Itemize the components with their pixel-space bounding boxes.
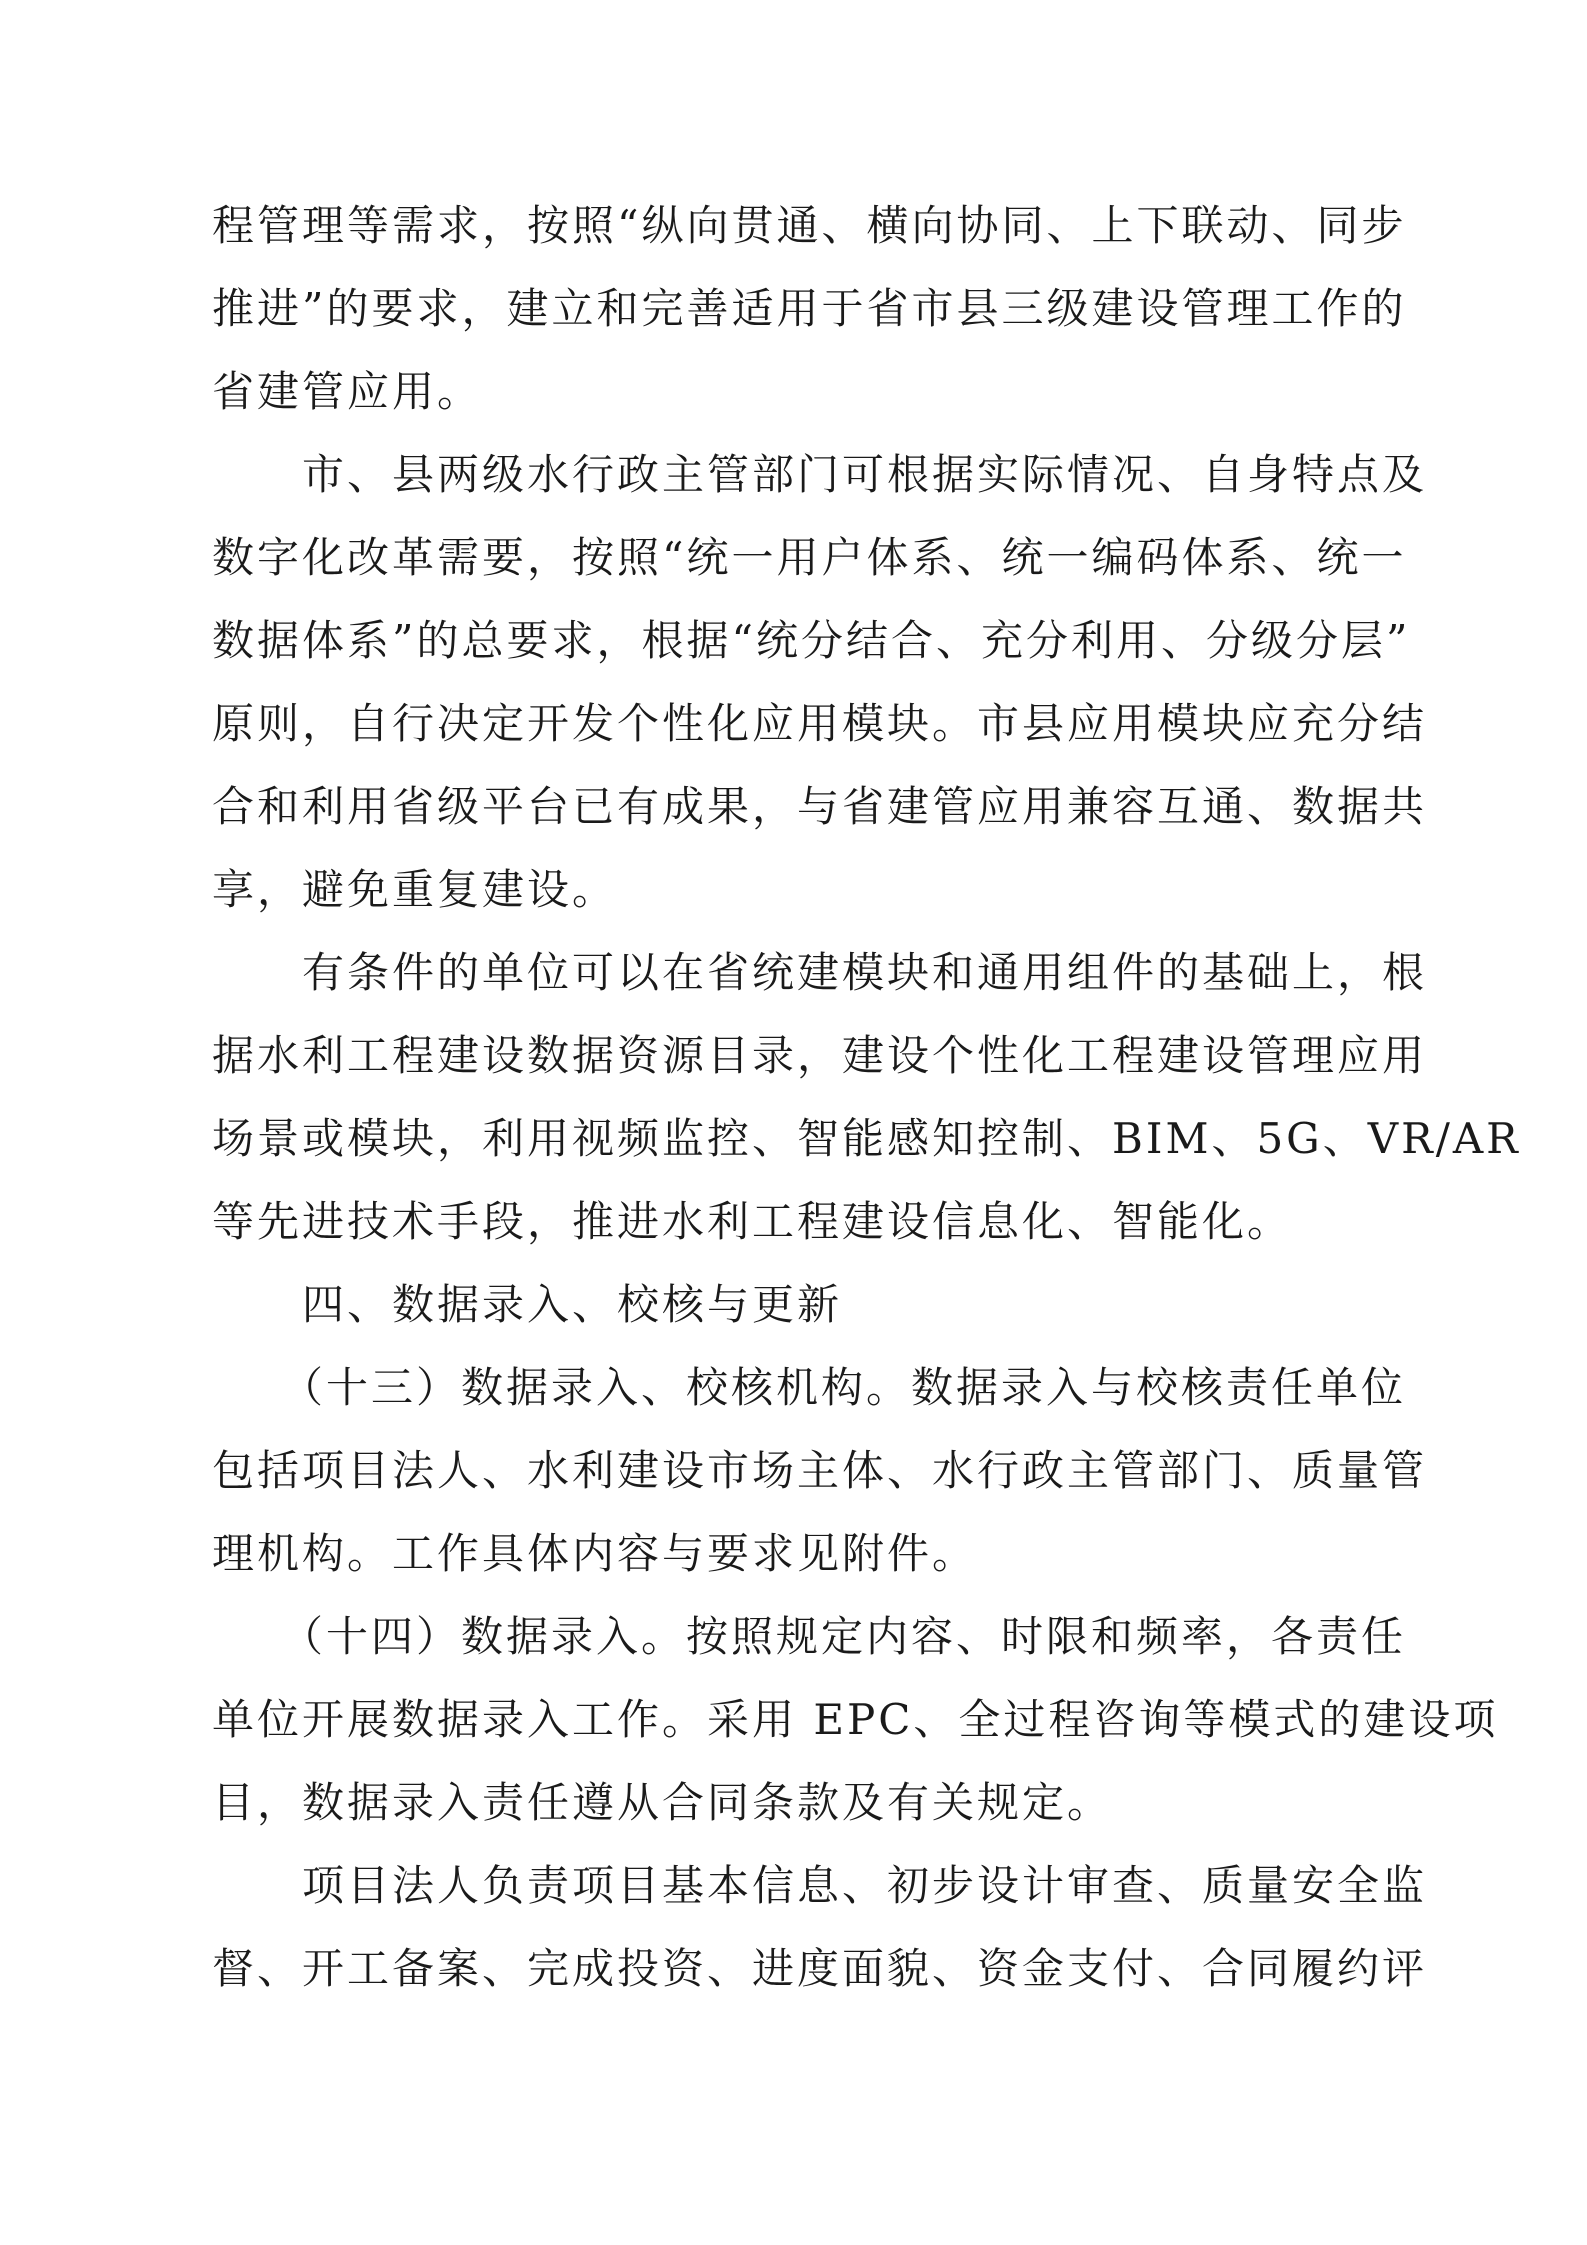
text-line: 督、开工备案、完成投资、进度面貌、资金支付、合同履约评 <box>212 1944 1428 1993</box>
text-line: 程管理等需求，按照“纵向贯通、横向协同、上下联动、同步 <box>212 201 1407 250</box>
text-line: 理机构。工作具体内容与要求见附件。 <box>212 1529 978 1578</box>
text-line: 包括项目法人、水利建设市场主体、水行政主管部门、质量管 <box>212 1446 1428 1495</box>
text-line: 场景或模块，利用视频监控、智能感知控制、BIM、5G、VR/AR <box>212 1114 1521 1163</box>
text-line: 数据体系”的总要求，根据“统分结合、充分利用、分级分层” <box>212 616 1411 665</box>
text-line: 原则，自行决定开发个性化应用模块。市县应用模块应充分结 <box>212 699 1428 748</box>
text-line: 单位开展数据录入工作。采用 EPC、全过程咨询等模式的建设项 <box>212 1695 1499 1744</box>
body-text <box>212 184 1521 2010</box>
section-heading: 四、数据录入、校核与更新 <box>212 1280 843 1329</box>
text-line: 据水利工程建设数据资源目录，建设个性化工程建设管理应用 <box>212 1031 1428 1080</box>
text-line: 市、县两级水行政主管部门可根据实际情况、自身特点及 <box>212 450 1428 499</box>
text-line: 目，数据录入责任遵从合同条款及有关规定。 <box>212 1778 1113 1827</box>
text-line: 数字化改革需要，按照“统一用户体系、统一编码体系、统一 <box>212 533 1407 582</box>
text-line: 等先进技术手段，推进水利工程建设信息化、智能化。 <box>212 1197 1293 1246</box>
text-line: 享，避免重复建设。 <box>212 865 618 914</box>
text-line: 合和利用省级平台已有成果，与省建管应用兼容互通、数据共 <box>212 782 1428 831</box>
text-line: 推进”的要求，建立和完善适用于省市县三级建设管理工作的 <box>212 284 1407 333</box>
text-line: 有条件的单位可以在省统建模块和通用组件的基础上，根 <box>212 948 1428 997</box>
text-line: 省建管应用。 <box>212 367 483 416</box>
text-line: 项目法人负责项目基本信息、初步设计审查、质量安全监 <box>212 1861 1428 1910</box>
text-line: （十三）数据录入、校核机构。数据录入与校核责任单位 <box>212 1363 1407 1412</box>
text-line: （十四）数据录入。按照规定内容、时限和频率，各责任 <box>212 1612 1407 1661</box>
